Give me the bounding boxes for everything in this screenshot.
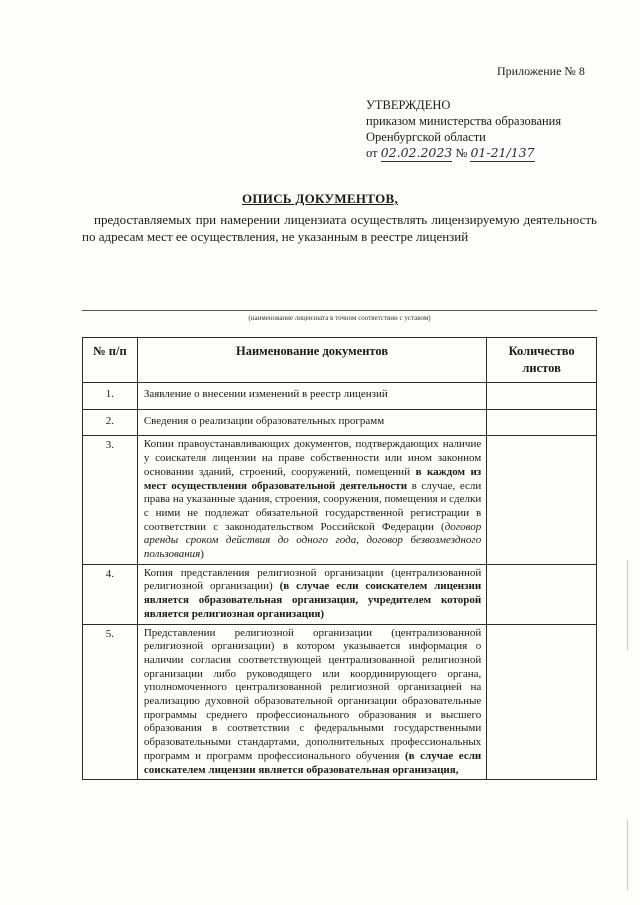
approval-date: 02.02.2023 [380, 145, 453, 160]
row-text-bold: в каждом из мест осуществления образовательной деятельности [143, 465, 482, 492]
row-sheet-count [487, 624, 597, 780]
row-document-name [137, 436, 486, 564]
licensee-name-line [82, 310, 597, 311]
approval-block [366, 97, 561, 162]
row-sheet-count [487, 436, 597, 564]
row-document-name [137, 624, 486, 780]
row-sheet-count [487, 409, 597, 436]
row-text-part: ) [200, 548, 204, 561]
date-prefix: от [366, 146, 378, 160]
approval-order-line: приказом министерства образования [366, 114, 562, 128]
approval-heading: УТВЕРЖДЕНО [366, 98, 451, 112]
approval-number: 01-21/137 [470, 145, 535, 160]
table-header-row [83, 338, 597, 383]
approval-region-line: Оренбургской области [366, 130, 486, 144]
row-sheet-count [487, 564, 597, 624]
row-text-bold: (в случае если соискателем лицензии является образовательная организация, [143, 749, 482, 776]
row-document-name: Сведения о реализации образовательных программ [137, 409, 486, 436]
row-document-name: Заявление о внесении изменений в реестр лицензий [137, 383, 486, 410]
table-row [83, 409, 597, 436]
documents-table [82, 337, 597, 780]
row-number: 4. [83, 564, 138, 624]
row-number: 2. [83, 409, 138, 436]
approval-date-line [366, 145, 561, 162]
row-sheet-count [487, 383, 597, 410]
document-subtitle: предоставляемых при намерении лицензиата осуществлять лицензируемую деятельность по адресам мест ее осуществления, не указанным в реестре лицензий [82, 212, 597, 244]
header-document-name: Наименование документов [137, 338, 486, 383]
row-text-part: Копии правоустанавливающих документов, подтверждающих наличие у соискателя лицензии на праве собственности или ином законном основании зданий, строений, сооружений, помещений [143, 438, 482, 478]
scan-edge-mark [627, 560, 628, 650]
row-number: 3. [83, 436, 138, 564]
licensee-name-caption: (наименование лицензиата в точном соответствии с уставом) [248, 314, 431, 322]
row-text-bold: (в случае если соискателем лицензии является образовательная организация, учредителем которой является религиозная организация) [143, 580, 482, 620]
appendix-label: Приложение № 8 [497, 64, 585, 78]
table-row [83, 564, 597, 624]
table-row [83, 624, 597, 780]
header-number: № п/п [83, 338, 138, 383]
row-document-name [137, 564, 486, 624]
table-row [83, 436, 597, 564]
row-text-part: в случае, если права на указанные здания, строения, сооружения, помещения и сделки с ними не подлежат обязательной государственной регистрации в соответствии с законодательством Российской Федерации ( [143, 479, 482, 533]
header-sheet-count: Количество листов [487, 338, 597, 383]
number-prefix: № [455, 146, 468, 160]
scan-edge-mark [627, 820, 628, 890]
table-row [83, 383, 597, 410]
row-text-part: Представлении религиозной организации (централизованной религиозной организации) в котором указывается информация о наличии согласия соответствующей централизованной религиозной организации либо руководящего или координирующего органа, уполномоченного централизованной религиозной организацией на реализацию духовной образовательной организации образовательные программы среднего профессионального образования и высшего образования в соответствии с федеральными государственными образовательными стандартами, дополнительных профессиональных программ и программ профессионального обучения [143, 626, 482, 762]
row-number: 1. [83, 383, 138, 410]
row-text-italic: договор аренды сроком действия до одного года, договор безвозмездного пользования [143, 520, 482, 561]
document-title: ОПИСЬ ДОКУМЕНТОВ, [241, 191, 398, 206]
row-text-part: Копия представления религиозной организации (централизованной религиозной организации) [143, 566, 482, 593]
row-number: 5. [83, 624, 138, 780]
